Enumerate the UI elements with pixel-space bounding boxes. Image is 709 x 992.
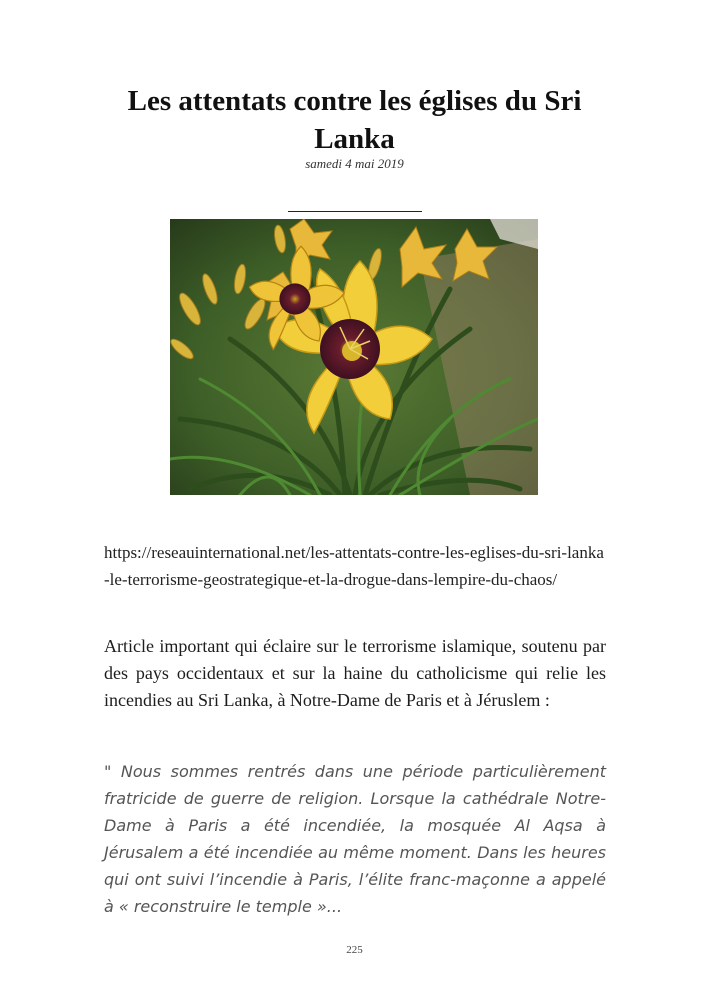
page-number: 225 (346, 944, 363, 956)
quote-paragraph: " Nous sommes rentrés dans une période particulièrement fratricide de guerre de religion. Lorsque la cathédrale Notre-Dame à Paris a été incendiée, la mosquée Al Aqsa à Jérusalem a été incendiée au même moment. Dans les heures qui ont suivi l’incendie à Paris, l’élite franc-maçonne a appelé à « reconstruire le temple »... (104, 762, 606, 916)
daylily-image (170, 219, 538, 495)
daylily-photo (170, 219, 538, 495)
source-url: https://reseauinternational.net/les-attentats-contre-les-eglises-du-sri-lanka-le-terrorisme-geostrategique-et-la-drogue-dans-lempire-du-chaos/ (104, 543, 604, 589)
intro-paragraph: Article important qui éclaire sur le terrorisme islamique, soutenu par des pays occidentaux et sur la haine du catholicisme qui relie les incendies au Sri Lanka, à Notre-Dame de Paris et à Jéruslem : (104, 636, 606, 710)
divider-line (288, 211, 422, 212)
page-title: Les attentats contre les églises du Sri Lanka (127, 85, 582, 155)
article-date: samedi 4 mai 2019 (305, 156, 404, 171)
